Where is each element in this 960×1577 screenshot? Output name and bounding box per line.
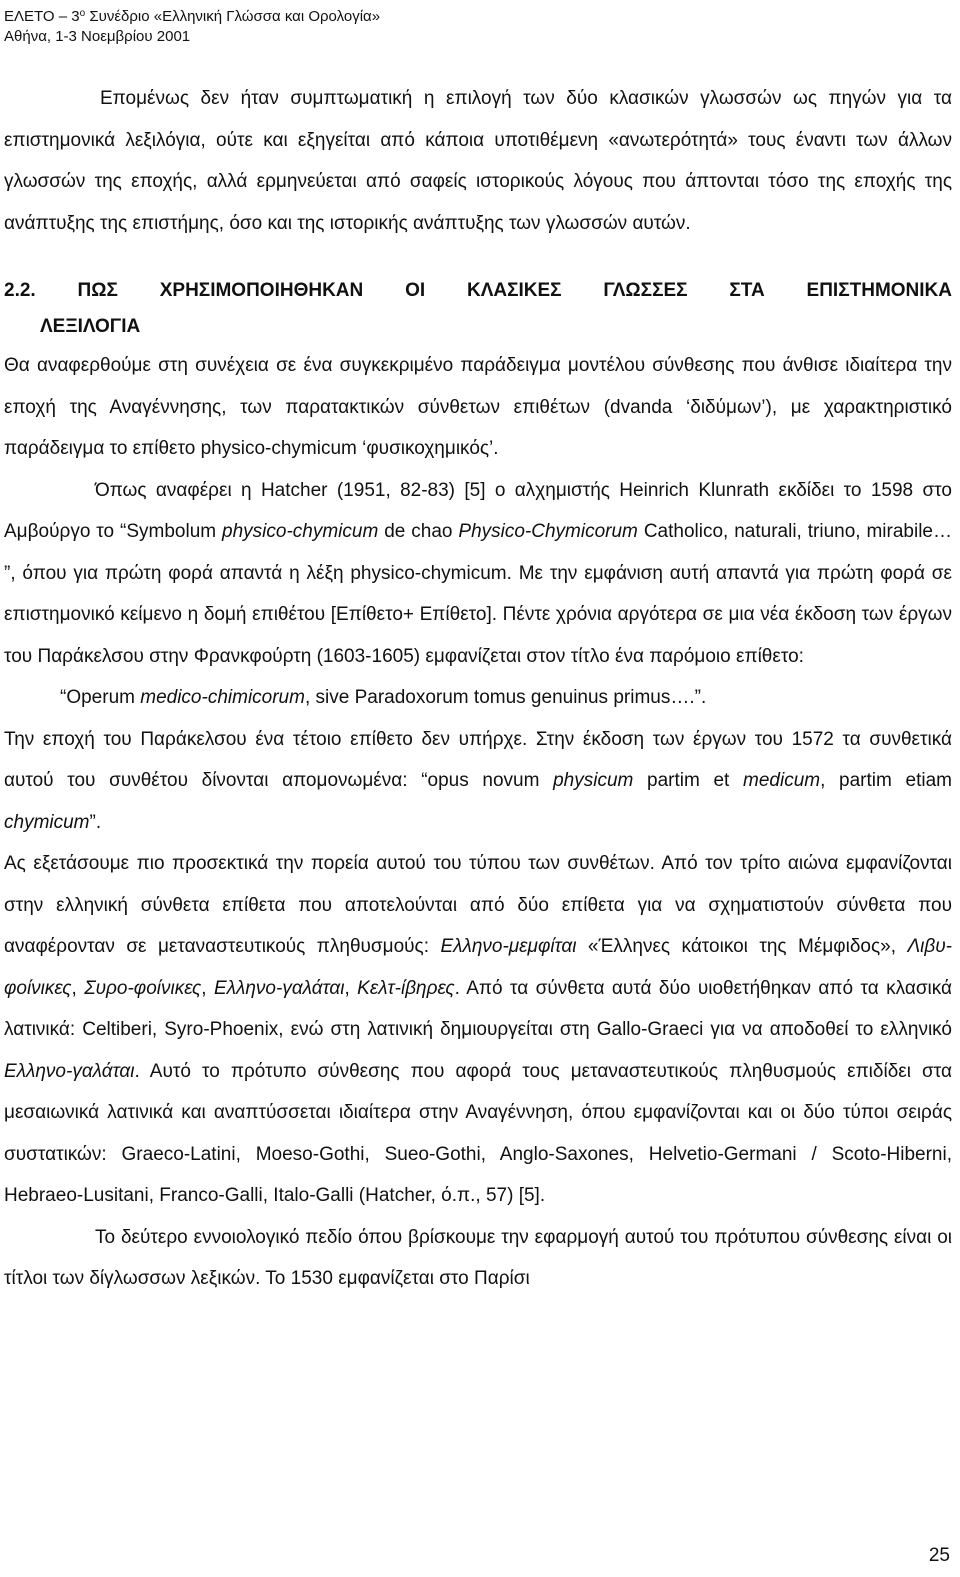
section-heading-line-2: ΛΕΞΙΛΟΓΙΑ xyxy=(40,316,141,337)
section-heading-line-1: 2.2. ΠΩΣ ΧΡΗΣΙΜΟΠΟΙΗΘΗΚΑΝ ΟΙ ΚΛΑΣΙΚΕΣ ΓΛΩΣΣΕΣ ΣΤΑ ΕΠΙΣΤΗΜΟΝΙΚΑ xyxy=(4,280,952,301)
paragraph-3-quote: “Operum medico-chimicorum, sive Paradoxorum tomus genuinus primus….”. xyxy=(60,687,707,708)
section-heading xyxy=(4,273,952,345)
paragraph-5: Το δεύτερο εννοιολογικό πεδίο όπου βρίσκουμε την εφαρμογή αυτού του πρότυπου σύνθεσης είναι οι τίτλοι των δίγλωσσων λεξικών. Το 1530 εμφανίζεται στο Παρίσι xyxy=(4,1226,952,1289)
header-line-2: Αθήνα, 1-3 Νοεμβρίου 2001 xyxy=(4,28,191,45)
paragraph-3-continued: Την εποχή του Παράκελσου ένα τέτοιο επίθετο δεν υπήρχε. Στην έκδοση των έργων του 1572 τα συνθετικά αυτού του συνθέτου δίνονται απομονωμένα: “opus novum physicum partim et medicum, partim etiam chymicum”. xyxy=(4,728,952,833)
paragraph-1: Επομένως δεν ήταν συμπτωματική η επιλογή των δύο κλασικών γλωσσών ως πηγών για τα επιστημονικά λεξιλόγια, ούτε και εξηγείται από κάποια υποτιθέμενη «ανωτερότητά» τους έναντι των άλλων γλωσσών της εποχής, αλλά ερμηνεύεται από σαφείς ιστορικούς λόγους που άπτονται τόσο της εποχής της ανάπτυξης της επιστήμης, όσο και της ιστορικής ανάπτυξης των γλωσσών αυτών. xyxy=(4,88,952,234)
running-header xyxy=(4,4,380,47)
paragraph-3: Όπως αναφέρει η Hatcher (1951, 82-83) [5] ο αλχημιστής Heinrich Klunrath εκδίδει το 1598 στο Αμβούργο το “Symbolum physico-chymicum de chao Physico-Chymicorum Catholico, naturali, triuno, mirabile… ”, όπου για πρώτη φορά απαντά η λέξη physico-chymicum. Με την εμφάνιση αυτή απαντά για πρώτη φορά σε επιστημονικό κείμενο η δομή επιθέτου [Επίθετο+ Επίθετο]. Πέντε χρόνια αργότερα σε μια νέα έκδοση των έργων του Παράκελσου στην Φρανκφούρτη (1603-1605) εμφανίζεται στον τίτλο ένα παρόμοιο επίθετο: xyxy=(4,479,952,667)
header-line-1: ΕΛΕΤΟ – $3^o$ Συνέδριο «Ελληνική Γλώσσα και Ορολογία» xyxy=(4,8,381,25)
document-body xyxy=(4,78,952,1300)
paragraph-2: Θα αναφερθούμε στη συνέχεια σε ένα συγκεκριμένο παράδειγμα μοντέλου σύνθεσης που άνθισε ιδιαίτερα την εποχή της Αναγέννησης, των παρατακτικών σύνθετων επιθέτων (dvanda ‘διδύμων’), με χαρακτηριστικό παράδειγμα το επίθετο physico-chymicum ‘φυσικοχημικός’. xyxy=(4,355,952,459)
page-number: 25 xyxy=(928,1545,950,1566)
paragraph-4: Ας εξετάσουμε πιο προσεκτικά την πορεία αυτού του τύπου των συνθέτων. Από τον τρίτο αιώνα εμφανίζονται στην ελληνική σύνθετα επίθετα που αποτελούνται από δύο επίθετα για να σχηματιστούν σύνθετα που αναφέρονταν σε μεταναστευτικούς πληθυσμούς: Ελληνο-μεμφίται «Έλληνες κάτοικοι της Μέμφιδος», Λιβυ-φοίνικες, Συρο-φοίνικες, Ελληνο-γαλάται, Κελτ-ίβηρες. Από τα σύνθετα αυτά δύο υιοθετήθηκαν από τα κλασικά λατινικά: Celtiberi, Syro-Phoenix, ενώ στη λατινική δημιουργείται στη Gallo-Graeci για να αποδοθεί το ελληνικό Ελληνο-γαλάται. Αυτό το πρότυπο σύνθεσης που αφορά τους μεταναστευτικούς πληθυσμούς επιδίδει στα μεσαιωνικά λατινικά και αναπτύσσεται ιδιαίτερα στην Αναγέννηση, όπου εμφανίζονται και οι δύο τύποι σειράς συστατικών: Graeco-Latini, Moeso-Gothi, Sueo-Gothi, Anglo-Saxones, Helvetio-Germani / Scoto-Hiberni, Hebraeo-Lusitani, Franco-Galli, Italo-Galli (Hatcher, ό.π., 57) [5]. xyxy=(4,853,953,1206)
